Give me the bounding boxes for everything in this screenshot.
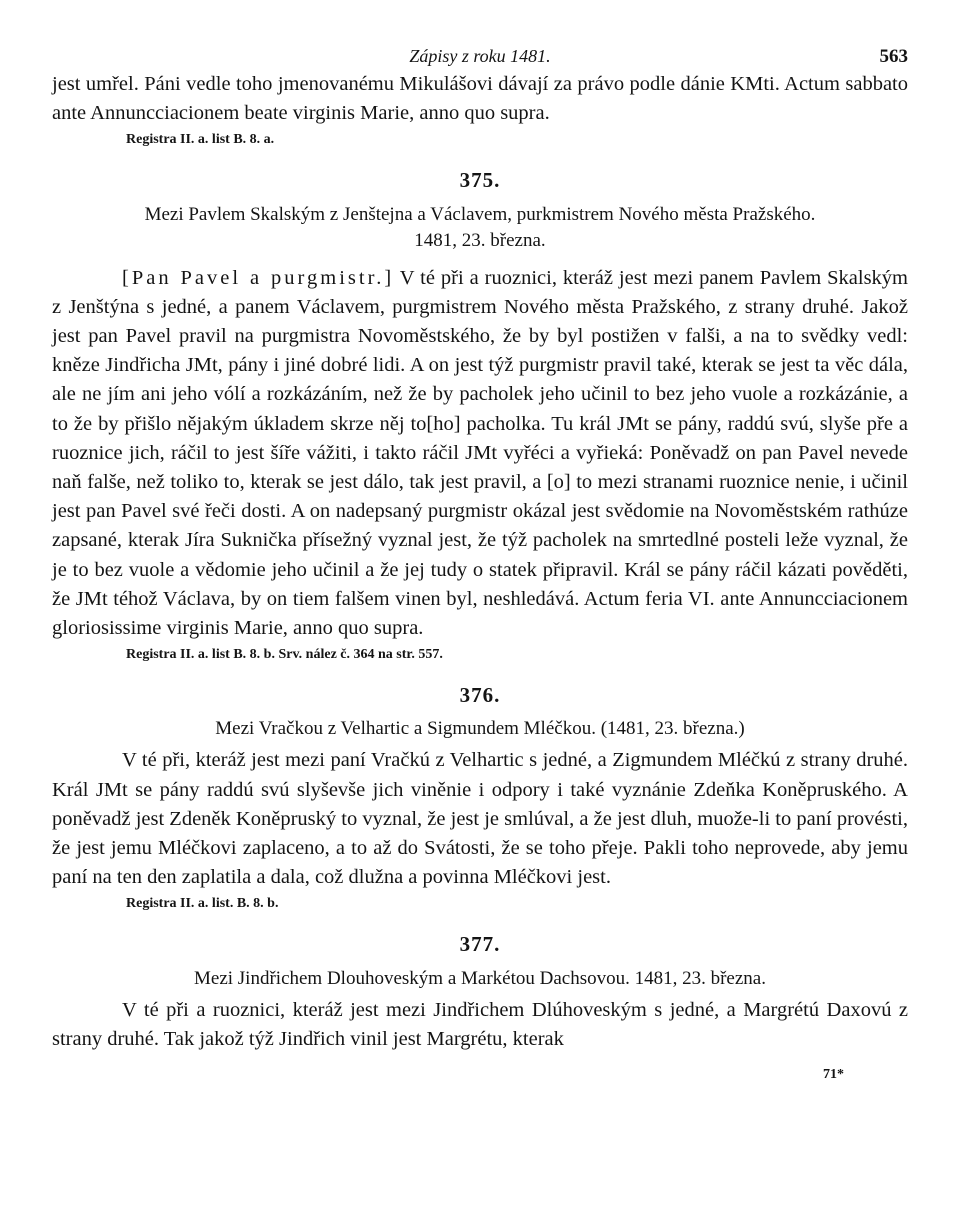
entry-375-source-note: Registra II. a. list B. 8. b. Srv. nález č. 364 na str. 557. [126,647,443,663]
entry-377-number: 377. [459,932,501,957]
entry-377-title: Mezi Jindřichem Dlouhoveským a Markétou Dachsovou. 1481, 23. března. [194,967,766,989]
entry-375-text: V té při a ruoznici, kteráž jest mezi panem Pavlem Skalským z Jenštýna s jedné, a panem Václavem, purgmistrem Nového města Pražského, z strany druhé. Jakož jest pan Pavel pravil na purgmistra Novoměstského, že by byl postižen v falši, a na to svědky vedl: kněze Jindřicha JMt, pány i jiné dobré lidi. A on jest týž purgmistr pravil také, kterak se jest ta věc dála, ale ne jím ani jeho vólí a rozkázáním, než že by pacholek jeho učinil to bez jeho vuole a rozkázánie, a to že by přišlo nějakým úkladem skrze něj to[ho] pacholka. Tu král JMt se pány, raddú svú, slyše pře a ruoznice jich, ráčil to jest šíře vážiti, i takto ráčil JMt vyřéci a vyřieká: Poněvadž on pan Pavel nevede naň falše, než toliko to, kterak se jest dálo, tak jest pravil, a [o] to mezi stranami ruoznice nenie, i učinil jest pan Pavel své řeči dosti. A on nadepsaný purgmistr okázal jest svědomie na Novoměstském rathúze zapsané, kterak Jíra Suknička přísežný vyznal jest, že týž pacholek na smrtedlné posteli leže vyznal, že je to bez vuole a vědomie jeho učinil a že jej tudy o statek připravil. Král se pány ráčil kázati pověděti, že JMt téhož Václava, by on tiem falšem vinen byl, neshledává. Actum feria VI. ante Annuncciacionem gloriosissime virginis Marie, anno quo supra. [52,266,908,640]
document-page [52,40,908,1089]
page-number: 563 [879,46,908,67]
running-title: Zápisy z roku 1481. [409,46,551,66]
page-header [52,40,908,70]
entry-376-paragraph: V té při, kteráž jest mezi paní Vračkú z Velhartic s jedné, a Zigmundem Mléčkú z strany druhé. Král JMt se pány raddú svú slyševše jich viněnie i odpory i také vyznánie Zdeňka Koněpruského. A poněvadž jest Zdeněk Koněpruský to vyznal, že jest je smlúval, a že jest dluh, muože-li to paní provésti, že jest jemu Mléčkovi zaplaceno, a to až do Svátosti, že se toho přeje. Pakli toho neprovede, aby jemu paní na ten den zaplatila a dala, což dlužna a povinna Mléčkovi jest. [52,749,908,889]
entry-375-title: Mezi Pavlem Skalským z Jenštejna a Václavem, purkmistrem Nového města Pražského. [144,203,816,225]
entry-375-number: 375. [459,168,501,193]
entry-376-number: 376. [459,683,501,708]
signature-mark: 71* [823,1067,844,1083]
entry-376-source-note: Registra II. a. list. B. 8. b. [126,896,279,912]
opening-paragraph: jest umřel. Páni vedle toho jmenovanému Mikulášovi dávají za právo podle dánie KMti. Actum sabbato ante Annuncciacionem beate virginis Marie, anno quo supra. [52,73,908,125]
entry-376-title: Mezi Vračkou z Velhartic a Sigmundem Mléčkou. (1481, 23. března.) [215,718,745,740]
entry-375-date: 1481, 23. března. [414,229,546,251]
entry-375-paragraph [52,264,908,644]
opening-source-note: Registra II. a. list B. 8. a. [126,132,275,148]
entry-377-paragraph: V té při a ruoznici, kteráž jest mezi Jindřichem Dlúhoveským s jedné, a Margrétú Daxovú z strany druhé. Tak jakož týž Jindřich vinil jest Margrétu, kterak [52,998,908,1050]
entry-375-lead: [Pan Pavel a purgmistr.] [122,266,395,289]
